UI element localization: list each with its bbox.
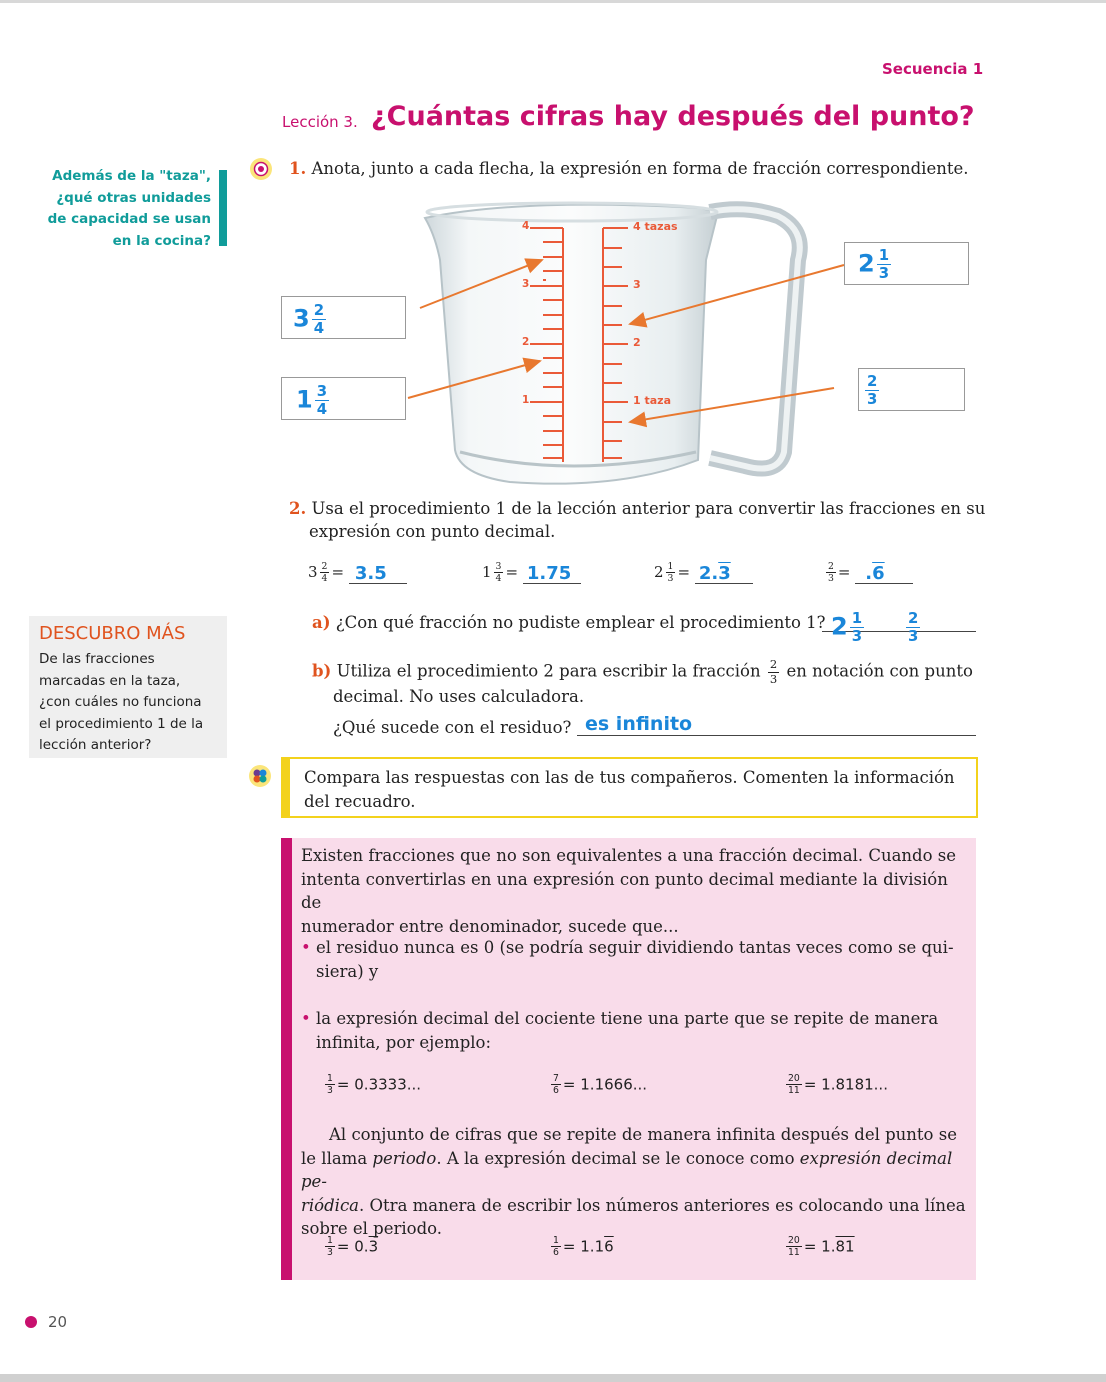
bottom-border	[0, 1374, 1106, 1382]
bullet-dot: •	[301, 1009, 311, 1028]
sidebar-note-line: en la cocina?	[112, 232, 211, 249]
info-line: intenta convertirlas en una expresión con punto decimal mediante la división de	[301, 869, 948, 912]
cup-left-label: 2	[522, 336, 530, 348]
answer-whole: 2	[831, 612, 848, 641]
example-numerator: 20	[788, 1073, 800, 1084]
info-line: el residuo nunca es 0 (se podría seguir dividiendo tantas veces como se qui-	[315, 938, 954, 957]
info-text: . A la expresión decimal se le conoce como	[436, 1148, 800, 1168]
handwritten-answer	[855, 563, 884, 584]
example-denominator: 11	[788, 1085, 800, 1097]
answer-box[interactable]	[281, 377, 406, 420]
example-numerator: 1	[553, 1235, 559, 1246]
example-expression	[784, 1236, 855, 1258]
answer-denominator: 3	[867, 389, 878, 408]
info-line: siera) y	[316, 961, 379, 981]
info-line: Existen fracciones que no son equivalentes a una fracción decimal. Cuando se	[301, 846, 957, 865]
eq-numerator: 1	[667, 561, 674, 572]
compare-box-bar	[281, 757, 290, 818]
subquestion-label: b)	[312, 661, 332, 681]
answer-digits: .	[865, 562, 873, 584]
cup-right-label: 4 tazas	[633, 220, 678, 233]
info-term: periodo	[372, 1148, 437, 1168]
question-text: Anota, junto a cada flecha, la expresión en forma de fracción correspondiente.	[311, 159, 969, 178]
answer-numerator: 3	[316, 382, 328, 400]
info-line: Al conjunto de cifras que se repite de manera infinita después del punto se	[329, 1125, 957, 1144]
descubro-text	[39, 649, 203, 757]
example-numerator: 1	[327, 1073, 333, 1084]
handwritten-answer	[695, 563, 731, 584]
info-line: numerador entre denominador, sucede que...	[301, 916, 679, 936]
handwritten-answer: 1.75	[526, 562, 572, 584]
info-term: expresión decimal pe-	[301, 1148, 953, 1191]
info-line: sobre el periodo.	[301, 1219, 443, 1238]
equation	[824, 562, 913, 584]
question-text: Usa el procedimiento 1 de la lección anterior para convertir las fracciones en su	[311, 499, 986, 518]
cup-left-label: 3	[522, 278, 530, 290]
question-2	[289, 497, 989, 543]
descubro-line: marcadas en la taza,	[39, 672, 181, 689]
answer-digits: 2.	[698, 562, 719, 584]
cup-right-label: 2	[633, 336, 641, 349]
answer-numerator: 2	[908, 609, 919, 627]
example-denominator: 6	[553, 1247, 559, 1259]
eq-denominator: 4	[321, 573, 328, 585]
info-paragraph	[301, 1123, 971, 1241]
residuo-question: ¿Qué sucede con el residuo?	[333, 718, 572, 737]
info-box	[281, 838, 976, 1280]
equation	[308, 562, 407, 584]
example-expression	[323, 1236, 378, 1258]
cup-left-label: 4	[522, 220, 530, 232]
question-text: expresión con punto decimal.	[309, 522, 556, 541]
eq-answer-field[interactable]	[349, 563, 407, 584]
example-expression	[323, 1074, 421, 1096]
example-denominator: 11	[788, 1247, 800, 1259]
info-box-bar	[281, 838, 292, 1280]
sequence-label: Secuencia 1	[882, 60, 984, 78]
eq-sign: =	[505, 562, 519, 581]
answer-line[interactable]	[577, 735, 976, 736]
descubro-line: De las fracciones	[39, 651, 155, 667]
answer-repeating-digits: 6	[872, 562, 885, 584]
answer-numerator: 2	[867, 372, 878, 390]
info-text: le llama	[301, 1148, 373, 1168]
answer-numerator: 1	[878, 246, 890, 264]
question-2a	[312, 613, 826, 632]
example-denominator: 3	[327, 1247, 333, 1259]
equation	[482, 562, 581, 584]
example-value: = 1.1666...	[562, 1075, 648, 1094]
lesson-label: Lección 3.	[282, 113, 358, 131]
example-expression	[549, 1074, 647, 1096]
compare-text	[304, 766, 955, 814]
compare-line: Compara las respuestas con las de tus compañeros. Comenten la información	[304, 768, 955, 787]
answer-denominator: 3	[878, 263, 890, 282]
handwritten-answer	[296, 384, 331, 417]
example-numerator: 20	[788, 1235, 800, 1246]
answer-box[interactable]	[858, 368, 965, 411]
example-expression	[549, 1236, 614, 1258]
team-icon	[248, 764, 272, 788]
answer-denominator: 4	[313, 318, 325, 337]
page-title: ¿Cuántas cifras hay después del punto?	[371, 101, 975, 132]
example-period: 81	[835, 1237, 855, 1256]
eq-whole: 2	[654, 562, 664, 581]
descubro-line: lección anterior?	[39, 737, 152, 753]
eq-answer-field[interactable]	[523, 563, 581, 584]
answer-numerator: 1	[851, 609, 863, 627]
descubro-line: ¿con cuáles no funciona	[39, 694, 202, 710]
answer-whole: 3	[293, 304, 310, 333]
question-2b	[312, 659, 982, 708]
descubro-mas-panel	[29, 616, 227, 758]
handwritten-answer	[904, 611, 922, 644]
descubro-line: el procedimiento 1 de la	[39, 715, 204, 732]
sidebar-note-line: ¿qué otras unidades	[56, 189, 211, 206]
info-paragraph	[301, 844, 971, 938]
handwritten-answer: 3.5	[354, 562, 387, 584]
example-denominator: 3	[327, 1085, 333, 1097]
handwritten-answer	[293, 303, 328, 336]
eq-sign: =	[331, 562, 345, 581]
eq-numerator: 3	[495, 561, 502, 572]
bullet-dot: •	[301, 938, 311, 957]
compare-line: del recuadro.	[304, 792, 416, 811]
info-line: la expresión decimal del cociente tiene una parte que se repite de manera	[315, 1009, 939, 1028]
example-period: 3	[368, 1237, 379, 1256]
answer-box[interactable]	[844, 242, 969, 285]
eq-answer-field[interactable]	[695, 563, 753, 584]
eq-whole: 3	[308, 562, 318, 581]
cup-right-label: 3	[633, 278, 641, 291]
answer-whole: 1	[296, 385, 313, 414]
sidebar-note-line: de capacidad se usan	[47, 211, 211, 227]
example-expression	[784, 1074, 888, 1096]
eq-sign: =	[837, 562, 851, 581]
page-number: 20	[48, 1313, 68, 1331]
question-number: 1.	[289, 159, 307, 178]
info-term: riódica	[301, 1195, 360, 1215]
subquestion-text: Utiliza el procedimiento 2 para escribir la fracción	[336, 661, 761, 681]
cup-right-label: 1 taza	[633, 394, 671, 407]
subquestion-text: ¿Con qué fracción no pudiste emplear el procedimiento 1?	[335, 613, 826, 632]
eq-whole: 1	[482, 562, 492, 581]
info-line: infinita, por ejemplo:	[316, 1032, 492, 1052]
eq-sign: =	[677, 562, 691, 581]
eq-numerator: 2	[828, 561, 834, 572]
eq-denominator: 3	[667, 573, 674, 585]
example-period: 6	[604, 1237, 614, 1256]
question-number: 2.	[289, 499, 307, 518]
example-value: = 1.1	[562, 1237, 605, 1256]
eq-denominator: 4	[495, 573, 502, 585]
eq-answer-field[interactable]	[855, 563, 913, 584]
info-text: . Otra manera de escribir los números anteriores es colocando una línea	[359, 1195, 966, 1215]
example-value: = 0.3333...	[336, 1075, 422, 1094]
answer-repeating-digits: 3	[718, 562, 731, 584]
subquestion-label: a)	[312, 613, 331, 632]
handwritten-answer	[863, 374, 881, 407]
subquestion-text: decimal. No uses calculadora.	[333, 687, 585, 707]
compare-box	[281, 757, 978, 818]
cup-left-label: 1	[522, 394, 530, 406]
handwritten-answer: es infinito	[585, 713, 693, 735]
info-bullet	[301, 1007, 971, 1054]
eq-denominator: 3	[828, 573, 834, 585]
equation	[654, 562, 753, 584]
example-numerator: 1	[327, 1235, 333, 1246]
answer-numerator: 2	[313, 301, 325, 319]
handwritten-answer	[858, 248, 893, 281]
answer-denominator: 4	[316, 399, 328, 418]
example-denominator: 6	[553, 1085, 559, 1097]
fraction-denominator: 3	[769, 671, 778, 686]
descubro-title: DESCUBRO MÁS	[39, 623, 186, 644]
info-bullet	[301, 936, 971, 983]
answer-denominator: 3	[908, 626, 919, 645]
example-value: = 1.	[803, 1237, 836, 1256]
example-value: = 1.8181...	[803, 1075, 888, 1094]
eq-numerator: 2	[321, 561, 328, 572]
example-value: = 0.	[336, 1237, 369, 1256]
answer-denominator: 3	[851, 626, 863, 645]
fraction-numerator: 2	[769, 657, 778, 671]
example-numerator: 7	[553, 1073, 559, 1084]
subquestion-text: en notación con punto	[786, 661, 973, 681]
page-number-dot	[25, 1316, 37, 1328]
answer-box[interactable]	[281, 296, 406, 339]
answer-whole: 2	[858, 249, 875, 278]
handwritten-answer	[831, 611, 866, 644]
sidebar-note-line: Además de la "taza",	[52, 168, 211, 184]
